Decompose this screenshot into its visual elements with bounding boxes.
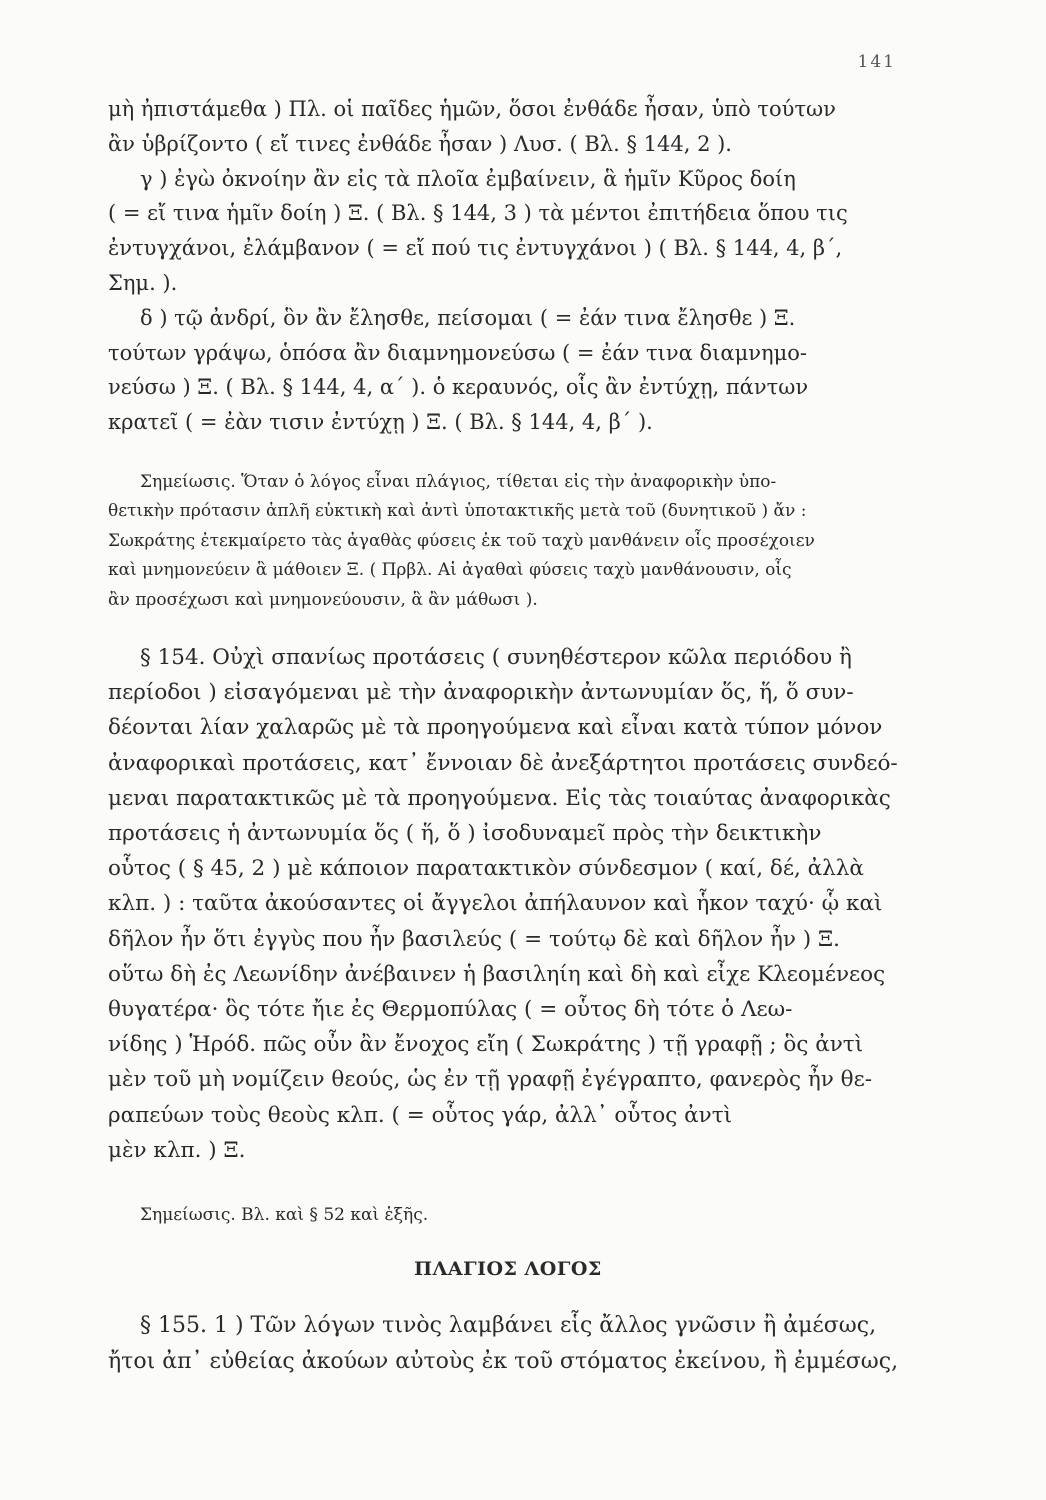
text-line: περίοδοι ) εἰσαγόμεναι μὲ τὴν ἀναφορικὴν ἀντωνυμίαν ὅς, ἥ, ὅ συν-	[108, 680, 854, 706]
section-154	[108, 640, 908, 1168]
note-line: Σημείωσις. Ὅταν ὁ λόγος εἶναι πλάγιος, τίθεται εἰς τὴν ἀναφορικὴν ὑπο-	[140, 472, 777, 492]
note-line: Σωκράτης ἐτεκμαίρετο τὰς ἀγαθὰς φύσεις ἐκ τοῦ ταχὺ μανθάνειν οἷς προσέχοιεν	[108, 530, 815, 551]
text-line: οὗτος ( § 45, 2 ) μὲ κάποιον παρατακτικὸν σύνδεσμον ( καί, δέ, ἀλλὰ	[108, 856, 864, 882]
note-line: καὶ μνημονεύειν ἃ μάθοιεν Ξ. ( Πρβλ. Αἱ ἀγαθαὶ φύσεις ταχὺ μανθάνουσιν, οἷς	[108, 560, 792, 581]
text-line: μὲν τοῦ μὴ νομίζειν θεούς, ὡς ἐν τῇ γραφῇ ἐγέγραπτο, φανερὸς ἦν θε-	[108, 1067, 872, 1093]
note-line: ἂν προσέχωσι καὶ μνημονεύουσιν, ἃ ἂν μάθωσι ).	[108, 589, 538, 610]
page-number: 141	[857, 52, 896, 72]
text-line: § 154. Οὐχὶ σπανίως προτάσεις ( συνηθέστερον κῶλα περιόδου ἢ	[140, 645, 852, 670]
text-line: μεναι παρατακτικῶς μὲ τὰ προηγούμενα. Εἰς τὰς τοιαύτας ἀναφορικὰς	[108, 785, 891, 811]
text-line: Σημ. ).	[108, 270, 178, 295]
text-line: ἀναφορικαὶ προτάσεις, κατ᾽ ἔννοιαν δὲ ἀνεξάρτητοι προτάσεις συνδεό-	[108, 750, 898, 776]
upper-block	[108, 92, 908, 440]
text-line: κλπ. ) : ταῦτα ἀκούσαντες οἱ ἄγγελοι ἀπήλαυνον καὶ ἧκον ταχύ· ᾧ καὶ	[108, 891, 883, 917]
text-line: ἐντυγχάνοι, ἐλάμβανον ( = εἴ πού τις ἐντυγχάνοι ) ( Βλ. § 144, 4, β΄,	[108, 236, 843, 261]
text-line: κρατεῖ ( = ἐὰν τισιν ἐντύχῃ ) Ξ. ( Βλ. § 144, 4, β΄ ).	[108, 410, 653, 435]
note-2	[108, 1203, 908, 1227]
text-line: δῆλον ἦν ὅτι ἐγγὺς που ἦν βασιλεύς ( = τούτῳ δὲ καὶ δῆλον ἦν ) Ξ.	[108, 926, 840, 952]
text-line: προτάσεις ἡ ἀντωνυμία ὅς ( ἥ, ὅ ) ἰσοδυναμεῖ πρὸς τὴν δεικτικὴν	[108, 821, 822, 847]
text-line: δ ) τῷ ἀνδρί, ὃν ἂν ἔλησθε, πείσομαι ( = ἐάν τινα ἔλησθε ) Ξ.	[140, 305, 796, 330]
section-155	[108, 1308, 908, 1380]
text-line: ( = εἴ τινα ἡμῖν δοίη ) Ξ. ( Βλ. § 144, 3 ) τὰ μέντοι ἐπιτήδεια ὅπου τις	[108, 201, 848, 226]
text-line: γ ) ἐγὼ ὀκνοίην ἂν εἰς τὰ πλοῖα ἐμβαίνειν, ἃ ἡμῖν Κῦρος δοίη	[140, 166, 796, 191]
text-line: μὴ ἠπιστάμεθα ) Πλ. οἱ παῖδες ἡμῶν, ὅσοι ἐνθάδε ἦσαν, ὑπὸ τούτων	[108, 97, 836, 121]
text-line: δέονται λίαν χαλαρῶς μὲ τὰ προηγούμενα καὶ εἶναι κατὰ τύπον μόνον	[108, 715, 883, 741]
text-line: ραπεύων τοὺς θεοὺς κλπ. ( = οὗτος γάρ, ἀλλ᾽ οὗτος ἀντὶ	[108, 1102, 733, 1128]
text-line: οὕτω δὴ ἐς Λεωνίδην ἀνέβαινεν ἡ βασιληίη καὶ δὴ καὶ εἶχε Κλεομένεος	[108, 961, 886, 987]
note-line: θετικὴν πρότασιν ἁπλῆ εὐκτικὴ καὶ ἀντὶ ὑποτακτικῆς μετὰ τοῦ (δυνητικοῦ ) ἄν :	[108, 501, 807, 522]
text-line: ἂν ὑβρίζοντο ( εἴ τινες ἐνθάδε ἦσαν ) Λυσ. ( Βλ. § 144, 2 ).	[108, 131, 732, 156]
note-block	[108, 468, 908, 615]
text-line: νεύσω ) Ξ. ( Βλ. § 144, 4, α΄ ). ὁ κεραυνός, οἷς ἂν ἐντύχῃ, πάντων	[108, 375, 809, 400]
note-line: Σημείωσις. Βλ. καὶ § 52 καὶ ἑξῆς.	[140, 1205, 429, 1225]
text-line: θυγατέρα· ὃς τότε ἤιε ἐς Θερμοπύλας ( = οὗτος δὴ τότε ὁ Λεω-	[108, 997, 793, 1023]
text-line: ἤτοι ἀπ᾽ εὐθείας ἀκούων αὐτοὺς ἐκ τοῦ στόματος ἐκείνου, ἢ ἐμμέσως,	[108, 1349, 899, 1374]
text-line: νίδης ) Ἡρόδ. πῶς οὖν ἂν ἔνοχος εἴη ( Σωκράτης ) τῇ γραφῇ ; ὃς ἀντὶ	[108, 1032, 864, 1058]
text-line: μὲν κλπ. ) Ξ.	[108, 1137, 246, 1163]
text-line: τούτων γράψω, ὁπόσα ἂν διαμνημονεύσω ( = ἐάν τινα διαμνημο-	[108, 340, 807, 365]
text-line: § 155. 1 ) Τῶν λόγων τινὸς λαμβάνει εἷς ἄλλος γνῶσιν ἢ ἀμέσως,	[140, 1313, 877, 1338]
section-heading: ΠΛΑΓΙΟΣ ΛΟΓΟΣ	[414, 1258, 602, 1280]
